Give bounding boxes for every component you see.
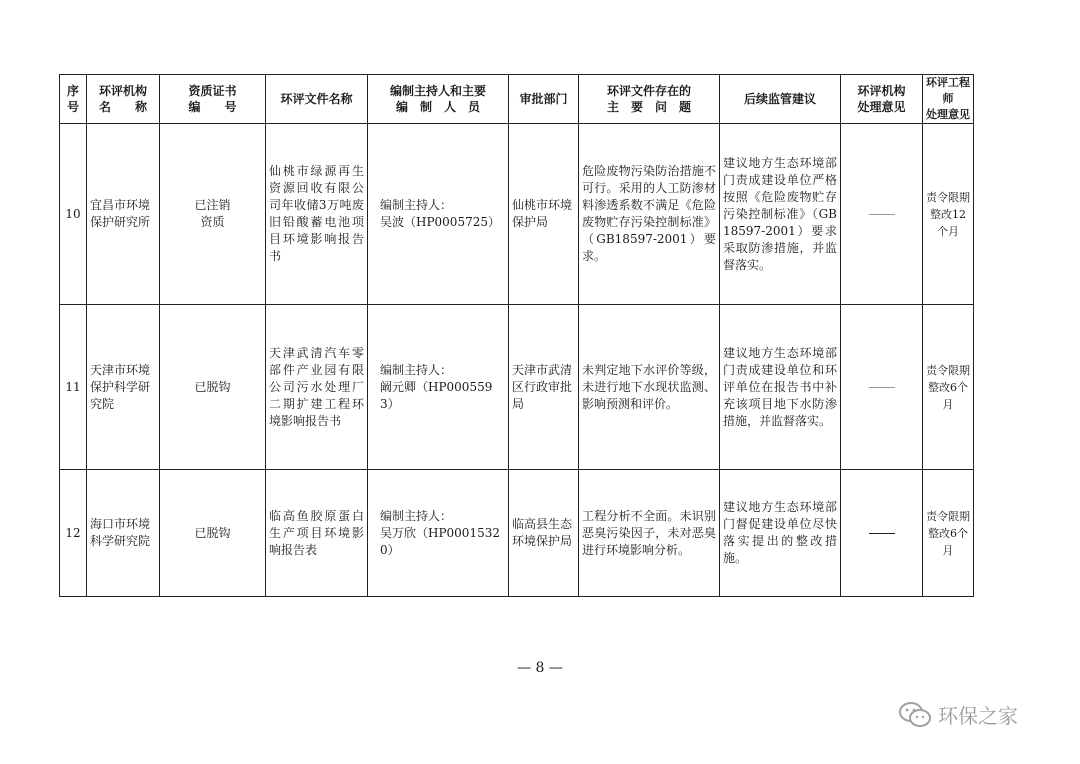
- row-staff: 编制主持人： 吴万欣（HP00015320）: [368, 470, 509, 597]
- header-cert: 资质证书 编 号: [160, 75, 266, 124]
- table-row: [60, 124, 974, 305]
- header-agency-opinion: 环评机构 处理意见: [841, 75, 923, 124]
- header-issue: 环评文件存在的 主 要 问 题: [579, 75, 720, 124]
- row-doc: 仙桃市绿源再生资源回收有限公司年收储3万吨废旧铅酸蓄电池项目环境影响报告书: [266, 124, 368, 305]
- row-agency: 海口市环境科学研究院: [87, 470, 160, 597]
- header-agency: 环评机构 名 称: [87, 75, 160, 124]
- row-cert: 已脱钩: [160, 305, 266, 470]
- row-engineer-opinion: 责令限期整改6个月: [923, 305, 974, 470]
- header-dept: 审批部门: [509, 75, 579, 124]
- row-agency-opinion: [841, 470, 923, 597]
- row-advice: 建议地方生态环境部门责成建设单位和环评单位在报告书中补充该项目地下水防渗措施，并监督落实。: [720, 305, 841, 470]
- wechat-icon: [898, 701, 932, 729]
- row-agency-opinion: [841, 124, 923, 305]
- table-row: [60, 305, 974, 470]
- header-staff: 编制主持人和主要 编 制 人 员: [368, 75, 509, 124]
- row-engineer-opinion: 责令限期整改6个月: [923, 470, 974, 597]
- row-doc: 临高鱼胶原蛋白生产项目环境影响报告表: [266, 470, 368, 597]
- row-no: 10: [60, 124, 87, 305]
- table-row: [60, 470, 974, 597]
- row-dept: 仙桃市环境保护局: [509, 124, 579, 305]
- header-no: 序 号: [60, 75, 87, 124]
- row-no: 11: [60, 305, 87, 470]
- row-cert: 已脱钩: [160, 470, 266, 597]
- row-staff: 编制主持人： 阚元卿（HP0005593）: [368, 305, 509, 470]
- header-row: [60, 75, 974, 124]
- empty-dash: [869, 387, 895, 388]
- row-advice: 建议地方生态环境部门督促建设单位尽快落实提出的整改措施。: [720, 470, 841, 597]
- header-engineer-opinion: 环评工程师 处理意见: [923, 75, 974, 124]
- violation-table: [59, 74, 974, 597]
- row-cert: 已注销 资质: [160, 124, 266, 305]
- row-staff: 编制主持人： 吴波（HP0005725）: [368, 124, 509, 305]
- watermark: [898, 700, 1018, 729]
- row-agency: 宜昌市环境保护研究所: [87, 124, 160, 305]
- empty-dash: [869, 214, 895, 215]
- header-advice: 后续监管建议: [720, 75, 841, 124]
- watermark-text: 环保之家: [938, 704, 1018, 728]
- row-agency-opinion: [841, 305, 923, 470]
- row-issue: 未判定地下水评价等级，未进行地下水现状监测、影响预测和评价。: [579, 305, 720, 470]
- row-issue: 工程分析不全面。未识别恶臭污染因子，未对恶臭进行环境影响分析。: [579, 470, 720, 597]
- empty-dash: [869, 533, 895, 534]
- row-doc: 天津武清汽车零部件产业园有限公司污水处理厂二期扩建工程环境影响报告书: [266, 305, 368, 470]
- row-engineer-opinion: 责令限期整改12个月: [923, 124, 974, 305]
- row-no: 12: [60, 470, 87, 597]
- row-dept: 临高县生态环境保护局: [509, 470, 579, 597]
- row-issue: 危险废物污染防治措施不可行。采用的人工防渗材料渗透系数不满足《危险废物贮存污染控制标准》（GB18597-2001）要求。: [579, 124, 720, 305]
- page-number: — 8 —: [517, 660, 563, 676]
- row-dept: 天津市武清区行政审批局: [509, 305, 579, 470]
- header-doc: 环评文件名称: [266, 75, 368, 124]
- row-agency: 天津市环境保护科学研究院: [87, 305, 160, 470]
- row-advice: 建议地方生态环境部门责成建设单位严格按照《危险废物贮存污染控制标准》（GB18597-2001）要求采取防渗措施，并监督落实。: [720, 124, 841, 305]
